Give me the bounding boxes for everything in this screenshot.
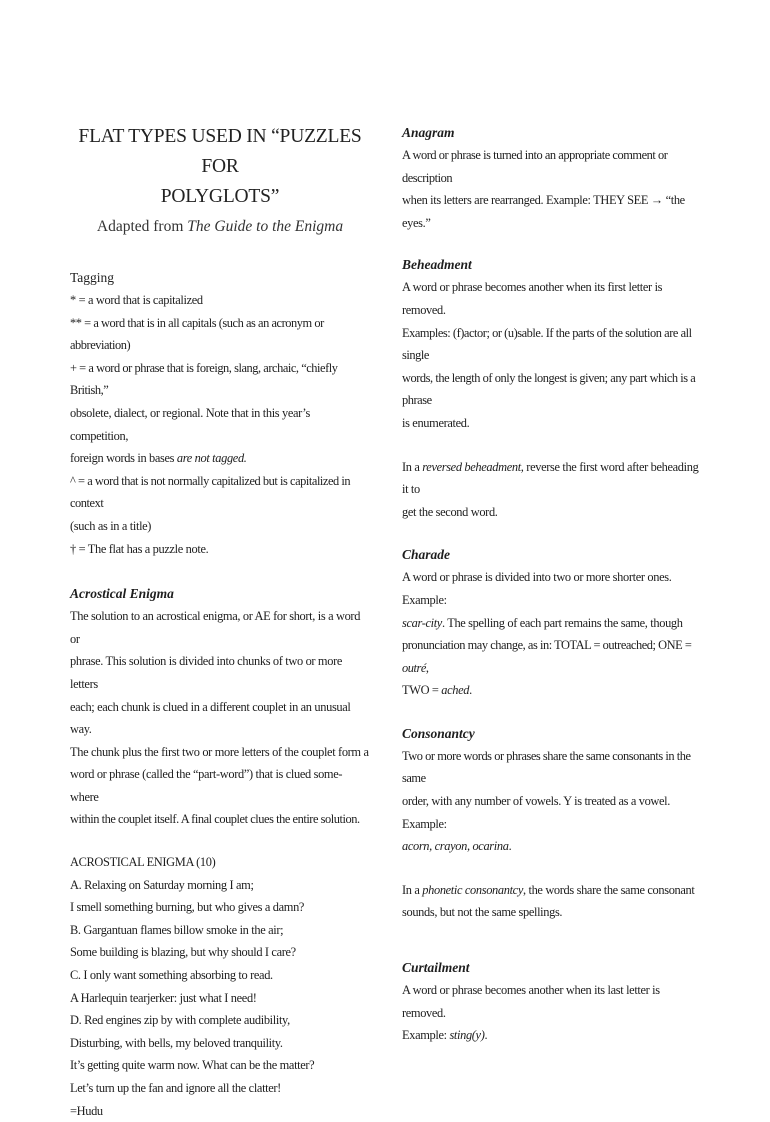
consonantcy-line-3-b: . bbox=[508, 839, 512, 854]
curtailment-example: sting(y) bbox=[449, 1028, 485, 1043]
example-line-10: It’s getting quite warm now. What can be the matter? bbox=[70, 1058, 315, 1073]
left-column bbox=[70, 122, 370, 1122]
example-author: =Hudu bbox=[70, 1103, 103, 1118]
acrostical-line-6: within the couplet itself. A final couplet clues the entire solution. bbox=[70, 812, 360, 827]
curtailment-body bbox=[402, 979, 702, 1047]
charade-line-2 bbox=[402, 612, 702, 635]
anagram-body bbox=[402, 144, 702, 234]
phonetic-consonantcy-paragraph bbox=[402, 879, 702, 924]
example-line-6: C. I only want something absorbing to read. bbox=[70, 968, 273, 983]
acrostical-line-2: phrase. This solution is divided into chunks of two or more letters bbox=[70, 654, 342, 691]
charade-body bbox=[402, 566, 702, 702]
page-title bbox=[70, 122, 370, 212]
beheadment-heading: Beheadment bbox=[402, 257, 472, 273]
example-line-4: B. Gargantuan flames billow smoke in the air; bbox=[70, 922, 284, 937]
charade-line-4-b: . bbox=[469, 683, 472, 698]
curtailment-line-1: A word or phrase becomes another when its last letter is removed. bbox=[402, 983, 660, 1020]
beheadment-section bbox=[402, 254, 702, 434]
anagram-line-2: when its letters are rearranged. Example: THEY SEE → “the eyes.” bbox=[402, 193, 685, 230]
example-line-9: Disturbing, with bells, my beloved tranquility. bbox=[70, 1035, 283, 1050]
charade-line-2-rest: . The spelling of each part remains the same, though bbox=[441, 615, 683, 630]
example-line-3: I smell something burning, but who gives a damn? bbox=[70, 900, 305, 915]
tagging-line-5-italic: are not tagged. bbox=[176, 451, 247, 466]
phonetic-prefix: In a bbox=[402, 882, 423, 897]
example-line-11: Let’s turn up the fan and ignore all the clatter! bbox=[70, 1081, 281, 1095]
charade-example: scar-city bbox=[402, 615, 442, 630]
reversed-prefix: In a bbox=[402, 459, 423, 474]
anagram-heading: Anagram bbox=[402, 125, 455, 140]
beheadment-line-3: words, the length of only the longest is given; any part which is a phrase bbox=[402, 370, 696, 408]
beheadment-body bbox=[402, 276, 702, 434]
tagging-line-2: ** = a word that is in all capitals (such as an acronym or abbreviation) bbox=[70, 315, 324, 353]
tagging-line-5-text: foreign words in bases bbox=[70, 451, 177, 466]
example-line-8: D. Red engines zip by with complete audibility, bbox=[70, 1013, 290, 1028]
reversed-line-2: get the second word. bbox=[402, 504, 498, 519]
beheadment-line-2: Examples: (f)actor; or (u)sable. If the parts of the solution are all single bbox=[402, 325, 692, 363]
example-line-2: A. Relaxing on Saturday morning I am; bbox=[70, 877, 254, 892]
charade-line-4 bbox=[402, 679, 702, 702]
acrostical-enigma-body bbox=[70, 605, 370, 831]
charade-line-3-a: pronunciation may change, as in: TOTAL = outreached; ONE = bbox=[402, 638, 692, 653]
curtailment-line-2 bbox=[402, 1024, 702, 1047]
consonantcy-section bbox=[402, 723, 702, 858]
charade-line-4-a: TWO = bbox=[402, 683, 442, 698]
consonantcy-line-1: Two or more words or phrases share the same consonants in the same bbox=[402, 748, 691, 786]
curtailment-heading: Curtailment bbox=[402, 960, 470, 976]
example-line-5: Some building is blazing, but why should I care? bbox=[70, 945, 296, 960]
charade-line-3 bbox=[402, 634, 702, 679]
tagging-line-8: † = The flat has a puzzle note. bbox=[70, 541, 209, 556]
consonantcy-line-3 bbox=[402, 835, 702, 858]
phonetic-line-2: sounds, but not the same spellings. bbox=[402, 905, 563, 920]
subtitle-source: The Guide to the Enigma bbox=[187, 218, 344, 235]
curtailment-line-2-b: . bbox=[484, 1028, 488, 1043]
acrostical-enigma-heading: Acrostical Enigma bbox=[70, 586, 174, 602]
acrostical-line-3: each; each chunk is clued in a different couplet in an unusual way. bbox=[70, 699, 351, 737]
consonantcy-example: acorn, crayon, ocarina bbox=[402, 839, 509, 854]
reversed-beheadment-paragraph bbox=[402, 456, 702, 524]
consonantcy-body bbox=[402, 745, 702, 858]
anagram-line-1: A word or phrase is turned into an appropriate comment or description bbox=[402, 148, 668, 185]
tagging-section bbox=[70, 267, 370, 560]
acrostical-line-4: The chunk plus the first two or more letters of the couplet form a bbox=[70, 744, 369, 759]
consonantcy-heading: Consonantcy bbox=[402, 725, 475, 741]
reversed-rest: reverse the first word after beheading it to bbox=[402, 459, 699, 497]
title-line-1: FLAT TYPES USED IN “PUZZLES FOR bbox=[78, 126, 362, 177]
charade-section bbox=[402, 544, 702, 702]
tagging-body bbox=[70, 289, 370, 560]
phonetic-body bbox=[402, 879, 702, 924]
acrostical-line-5: word or phrase (called the “part-word”) that is clued some-where bbox=[70, 767, 343, 804]
tagging-line-3: + = a word or phrase that is foreign, slang, archaic, “chiefly British,” bbox=[70, 360, 338, 398]
title-line-2: POLYGLOTS” bbox=[160, 186, 280, 207]
charade-heading: Charade bbox=[402, 547, 451, 563]
charade-line-3-b: , bbox=[425, 660, 429, 675]
anagram-section bbox=[402, 122, 702, 234]
acrostical-enigma-example bbox=[70, 851, 370, 1122]
reversed-body bbox=[402, 456, 702, 524]
subtitle-prefix: Adapted from bbox=[96, 218, 188, 235]
tagging-line-5 bbox=[70, 447, 370, 470]
tagging-line-7: (such as in a title) bbox=[70, 518, 152, 533]
phonetic-line-1 bbox=[402, 879, 702, 902]
curtailment-section bbox=[402, 957, 702, 1047]
page-subtitle bbox=[70, 216, 370, 238]
beheadment-line-4: is enumerated. bbox=[402, 415, 470, 430]
tagging-line-4: obsolete, dialect, or regional. Note that in this year’s competition, bbox=[70, 405, 310, 443]
phonetic-term: phonetic consonantcy bbox=[422, 882, 523, 897]
reversed-line-1 bbox=[402, 456, 702, 501]
charade-line-4-italic: ached bbox=[441, 683, 470, 698]
tagging-line-1: * = a word that is capitalized bbox=[70, 293, 203, 307]
tagging-heading: Tagging bbox=[70, 270, 115, 285]
reversed-term: reversed beheadment, bbox=[422, 459, 524, 474]
beheadment-line-1: A word or phrase becomes another when its first letter is removed. bbox=[402, 280, 663, 317]
example-line-1: ACROSTICAL ENIGMA (10) bbox=[70, 855, 216, 870]
example-body bbox=[70, 851, 370, 1122]
acrostical-enigma-section bbox=[70, 583, 370, 831]
tagging-line-6: ^ = a word that is not normally capitalized but is capitalized in context bbox=[70, 473, 351, 511]
example-line-7: A Harlequin tearjerker: just what I need! bbox=[70, 990, 257, 1005]
acrostical-line-1: The solution to an acrostical enigma, or AE for short, is a word or bbox=[70, 609, 361, 646]
charade-line-3-italic: outré bbox=[402, 660, 426, 675]
right-column bbox=[402, 122, 702, 1047]
consonantcy-line-2: order, with any number of vowels. Y is treated as a vowel. Example: bbox=[402, 794, 671, 831]
phonetic-rest: , the words share the same consonant bbox=[522, 882, 695, 897]
charade-line-1: A word or phrase is divided into two or more shorter ones. Example: bbox=[402, 570, 672, 607]
curtailment-line-2-a: Example: bbox=[402, 1028, 450, 1043]
